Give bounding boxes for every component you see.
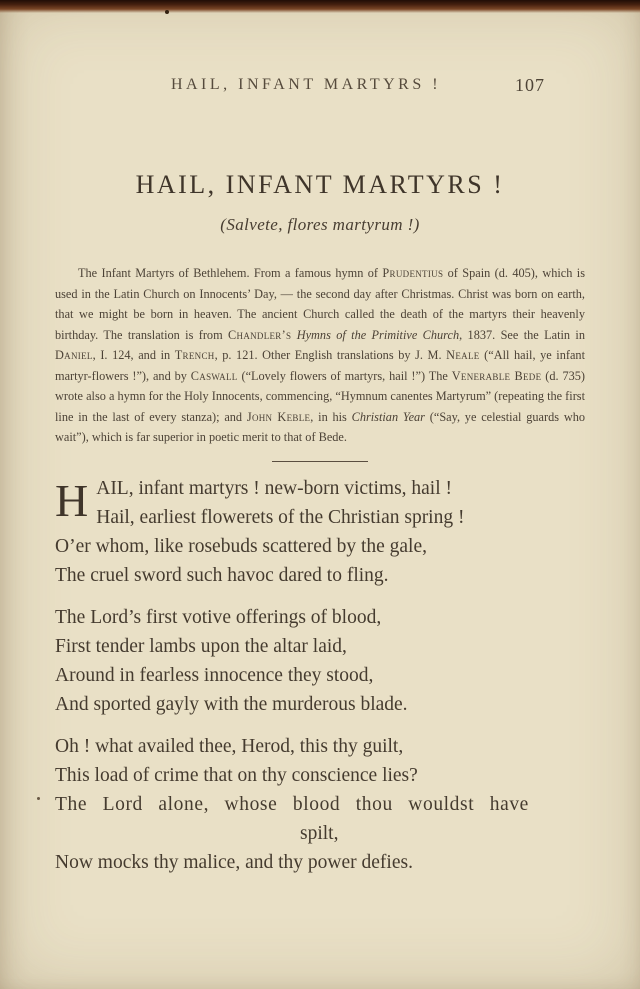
poem-line: The Lord’s first votive offerings of blood,	[55, 606, 382, 628]
poem-line: And sported gayly with the murderous blade.	[55, 693, 408, 715]
person-name-small-caps: Trench	[174, 348, 215, 362]
intro-text: (“All hail, ye infant martyr-flowers !”), and by	[55, 348, 585, 383]
intro-text: The Infant Martyrs of Bethlehem. From a famous hymn of	[78, 266, 383, 280]
poem-line: This load of crime that on thy conscience lies?	[55, 764, 418, 786]
hymn-title: HAIL, INFANT MARTYRS !	[135, 170, 505, 199]
intro-text: (“Lovely flowers of martyrs, hail !”) The	[237, 368, 452, 383]
poem-line: The Lord alone, whose blood thou wouldst have	[55, 793, 529, 815]
person-name-small-caps: Prudentius	[382, 266, 444, 280]
person-name-small-caps: Neale	[446, 348, 480, 362]
poem-line: Around in fearless innocence they stood,	[55, 664, 374, 686]
page-number: 107	[515, 75, 545, 95]
drop-cap: H	[55, 474, 89, 526]
person-name-small-caps: Venerable Bede	[451, 368, 542, 383]
poem-line: The cruel sword such havoc dared to fling.	[55, 564, 389, 586]
intro-text: of Spain (d. 405), which is used in the Latin Church on Innocents’ Day, — the second day after Christmas. Christ was born on earth, that we might be born in heaven. The ancient Church called the death of the martyrs their heavenly birthday. The translation is from	[55, 266, 585, 342]
poem	[55, 474, 585, 877]
intro-text: , p. 121. Other English translations by J. M.	[214, 348, 447, 362]
intro-text: , I. 124, and in	[92, 348, 175, 362]
poem-line: O’er whom, like rosebuds scattered by the gale,	[55, 535, 428, 557]
poem-line: First tender lambs upon the altar laid,	[55, 635, 347, 657]
poem-line: Hail, earliest flowerets of the Christian spring !	[96, 506, 465, 528]
work-title-italic: Hymns of the Primitive Church	[296, 327, 460, 342]
person-name-small-caps: Caswall	[190, 368, 238, 383]
poem-line: Now mocks thy malice, and thy power defies.	[55, 851, 413, 873]
section-divider	[272, 461, 368, 462]
intro-text: (“Say, ye celestial guards who wait”), which is far superior in poetic merit to that of Bede.	[55, 409, 585, 444]
stanza-3	[55, 732, 585, 877]
intro-text: , in his	[310, 409, 352, 424]
poem-line: spilt,	[300, 822, 339, 844]
person-name-small-caps: Daniel	[55, 348, 93, 362]
poem-line: Oh ! what availed thee, Herod, this thy guilt,	[55, 735, 404, 757]
person-name-small-caps: John Keble	[246, 409, 311, 424]
person-name-small-caps: Chandler’s	[228, 327, 292, 342]
work-title-italic: Christian Year	[351, 409, 425, 424]
stanza-1	[55, 474, 585, 590]
poem-line: AIL, infant martyrs ! new-born victims, hail !	[96, 477, 453, 499]
stanza-2	[55, 603, 585, 719]
hymn-subtitle-latin: (Salvete, flores martyrum !)	[220, 215, 420, 234]
intro-text: , 1837. See the Latin in	[459, 327, 585, 342]
intro-text: (d. 735) wrote also a hymn for the Holy Innocents, commencing, “Hymnum canentes Martyrum” (repeating the first line in the last of every stanza); and	[55, 368, 585, 424]
intro-note	[55, 263, 585, 448]
running-head-title: HAIL, INFANT MARTYRS !	[170, 76, 442, 93]
